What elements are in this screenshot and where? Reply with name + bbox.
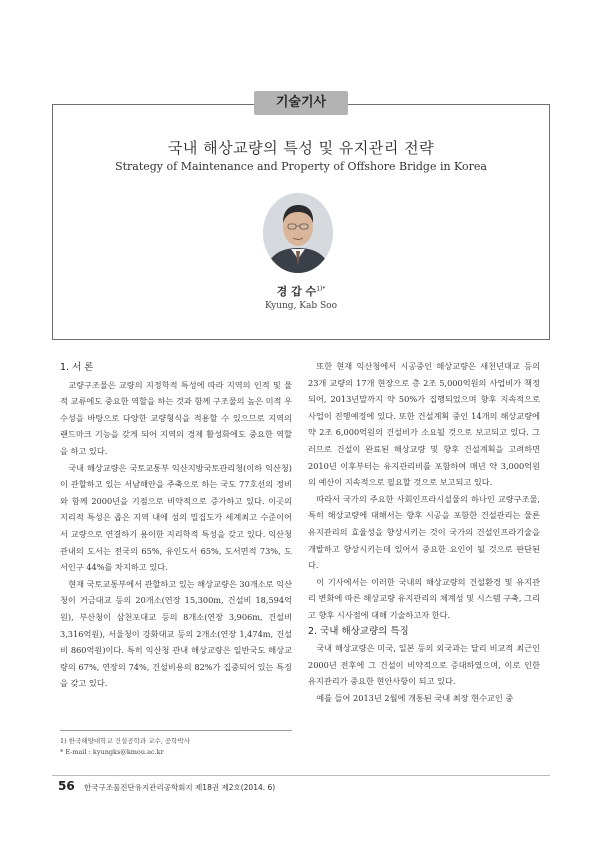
author-name-text: 경 갑 수 bbox=[276, 285, 317, 298]
footnote-divider bbox=[60, 730, 292, 731]
footnote-email: * E-mail : kyungks@kmou.ac.kr bbox=[60, 748, 164, 756]
page-number: 56 bbox=[58, 779, 75, 793]
footnotes bbox=[60, 736, 300, 758]
body-paragraph: 또한 현재 익산청에서 시공중인 해상교량은 새천년대교 등의 23개 교량의 17개 현장으로 총 2조 5,000억원의 사업비가 책정되어, 2013년말까지 약 50%가 집행되었으며 향후 지속적으로 사업이 진행예정에 있다. 또한 건설계획 중인 14개의 해상교량에 약 2조 6,000억원의 건설비가 소요될 것으로 보고되고 있다. 그러므로 건설이 완료된 해상교량 및 향후 건설계획을 고려하면 2010년 이후부터는 유지관리비를 포함하여 매년 약 3,000억원의 예산이 지속적으로 필요할 것으로 보고되고 있다. bbox=[308, 361, 540, 488]
footnote-affiliation: 1) 한국해양대학교 건설공학과 교수, 공학박사 bbox=[60, 737, 191, 745]
body-paragraph: 현재 국토교통부에서 관할하고 있는 해상교량은 30개소로 익산청이 거금대교 등의 20개소(연장 15,300m, 건설비 18,594억원), 부산청이 삼천포대교 등의 8개소(연장 3,906m, 건설비 3,316억원), 서울청이 강화대교 등의 2개소(연장 1,474m, 건설비 860억원)이다. 특히 익산청 관내 해상교량은 일반국도 해상교량의 67%, 연장의 74%, 건설비용의 82%가 집중되어 있는 특징을 갖고 있다. bbox=[60, 578, 292, 689]
body-paragraph: 따라서 국가의 주요한 사회인프라시설물의 하나인 교량구조물, 특히 해상교량에 대해서는 향후 시공을 포함한 건설관리는 물론 유지관리의 효율성을 향상시키는 것이 국가의 건설인프라기술을 개발하고 향상시키는데 있어서 중요한 요인이 될 것으로 판단된다. bbox=[308, 493, 540, 571]
author-name-korean bbox=[52, 283, 550, 299]
left-column bbox=[60, 360, 292, 692]
body-paragraph: 교량구조물은 교량의 지정학적 특성에 따라 지역의 인적 및 물적 교류에도 중요한 역할을 하는 것과 함께 구조물의 높은 미적 우수성을 바탕으로 다양한 교량형식을 적용할 수 있으므로 지역의 랜드마크 기능을 갖게 되어 지역의 경제 활성화에도 중요한 역할을 하고 있다. bbox=[60, 379, 292, 456]
author-footnote-mark: 1)* bbox=[316, 285, 326, 293]
author-photo bbox=[263, 193, 333, 273]
author-portrait-image bbox=[263, 193, 333, 273]
journal-citation: 한국구조물진단유지관리공학회지 제18권 제2호(2014. 6) bbox=[84, 783, 276, 792]
right-column bbox=[308, 358, 540, 706]
author-name-english: Kyung, Kab Soo bbox=[264, 301, 338, 311]
category-tag: 기술기사 bbox=[254, 91, 348, 115]
body-paragraph: 이 기사에서는 이러한 국내의 해상교량의 건설환경 및 유지관리 변화에 따른 해상교량 유지관리의 체계성 및 시스템 구축, 그리고 향후 시사점에 대해 기술하고자 한다. bbox=[308, 576, 540, 620]
section-heading-introduction: 1. 서 론 bbox=[60, 362, 94, 373]
section-heading-features: 2. 국내 해상교량의 특징 bbox=[308, 625, 409, 637]
article-title-korean: 국내 해상교량의 특성 및 유지관리 전략 bbox=[167, 139, 435, 157]
footer-divider bbox=[52, 775, 550, 776]
article-title-english: Strategy of Maintenance and Property of Offshore Bridge in Korea bbox=[115, 160, 487, 173]
body-paragraph: 국내 해상교량은 국토교통부 익산지방국토관리청(이하 익산청)이 관할하고 있는 서남해안을 주축으로 하는 국도 77호선의 정비와 함께 2000년을 기점으로 비약적으로 증가하고 있다. 이곳의 지리적 특성은 좁은 지역 내에 섬의 밀집도가 세계최고 수준이어서 교량으로 연결하기 용이한 지리학적 특성을 갖고 있다. 익산청 관내의 도서는 전국의 65%, 유인도서 65%, 도서면적 73%, 도서인구 44%를 차지하고 있다. bbox=[60, 462, 292, 573]
body-paragraph: 예를 들어 2013년 2월에 개통된 국내 최장 현수교인 중 bbox=[316, 692, 514, 703]
body-paragraph: 국내 해상교량은 미국, 일본 등의 외국과는 달리 비교적 최근인 2000년 전후에 그 건설이 비약적으로 증대하였으며, 이로 인한 유지관리가 중요한 현안사항이 되고 있다. bbox=[308, 643, 540, 687]
